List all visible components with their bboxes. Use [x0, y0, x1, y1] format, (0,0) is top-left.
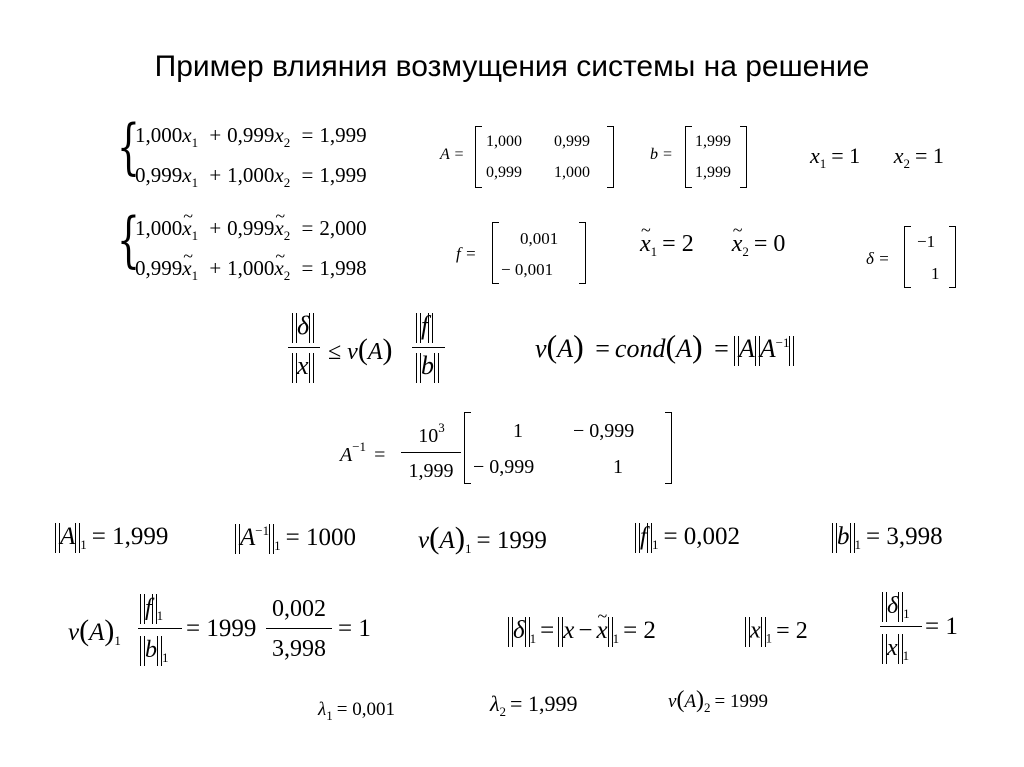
a-inverse-den: 1,999 — [408, 460, 454, 482]
page-title: Пример влияния возмущения системы на решение — [154, 50, 870, 83]
left-brace-2: { — [117, 205, 140, 275]
lambda-1: λ1 = 0,001 — [318, 699, 395, 723]
norm-a-inverse: $A^{-1}_1 = 1000$ — [235, 523, 356, 554]
vector-b-label: b = — [650, 146, 673, 163]
a-inverse-num: $10^3$ — [418, 420, 445, 447]
norm-b: b $_1$ = 3,998 — [832, 523, 943, 553]
calc-b-norm: b 1 — [140, 636, 169, 666]
matrix-a-label: A = — [440, 146, 465, 163]
a-inverse-matrix: 1 − 0,999 − 0,999 1 — [464, 412, 672, 484]
system2-row1: 1,000~ x1 + 0,999~ x2 = 2,000 — [135, 218, 367, 242]
cond-formula: ν(A) = cond(A) = A A−1 — [535, 330, 794, 366]
ratio-delta-norm: δ 1 — [882, 592, 910, 622]
a-inverse-lhs: A−1 = — [340, 439, 386, 466]
system2-row2: 0,999~ x1 + 1,000~ x2 = 1,998 — [135, 258, 367, 282]
vector-delta: −1 1 — [904, 226, 956, 288]
ratio-value: = 1 — [925, 613, 958, 640]
nu-1: $\nu(A)_1 = 1999$ — [418, 520, 547, 556]
vector-f-label: f = — [456, 244, 477, 263]
norm-f: f $_1$ = 0,002 — [635, 523, 740, 553]
perturbed-solution: ~ x1 = 2 ~ x2 = 0 — [640, 232, 785, 258]
delta-norm-num: δ — [292, 313, 314, 343]
system1-row1: 1,000x1 + 0,999x2 = 1,999 — [135, 123, 367, 150]
le-nu-A: ≤ ν(A) — [328, 333, 393, 366]
calc-eq2: = 1 — [338, 615, 371, 642]
calc-den2: 3,998 — [272, 636, 326, 662]
x-norm: x $_1$ = 2 — [745, 617, 808, 647]
nu-2: ν(A)2 = 1999 — [668, 687, 769, 715]
ratio-x-norm: x 1 — [882, 634, 909, 664]
matrix-a: 1,000 0,999 0,999 1,000 — [475, 126, 614, 188]
norm-a: A $_1$ = 1,999 — [55, 523, 168, 553]
calc-f-norm: f 1 — [140, 594, 163, 624]
b-norm-den: b — [416, 353, 439, 383]
lambda-2: λ2 = 1,999 — [490, 691, 578, 719]
solution-x: x1 = 1 x2 = 1 — [810, 143, 944, 171]
calc-eq1: = 1999 — [186, 615, 257, 642]
system1-row2: 0,999x1 + 1,000x2 = 1,999 — [135, 163, 367, 190]
calc-nu: ν(A)1 — [68, 614, 121, 648]
left-brace: { — [117, 112, 140, 182]
vector-b: 1,999 1,999 — [685, 126, 747, 188]
delta-norm: δ $_1$ = x −~ x $_1$ = 2 — [508, 617, 656, 647]
calc-num2: 0,002 — [272, 596, 326, 622]
vector-delta-label: δ = — [866, 249, 890, 268]
f-norm-num: f — [416, 313, 433, 343]
vector-f: 0,001 − 0,001 — [492, 222, 586, 284]
x-norm-den: x — [292, 353, 314, 383]
